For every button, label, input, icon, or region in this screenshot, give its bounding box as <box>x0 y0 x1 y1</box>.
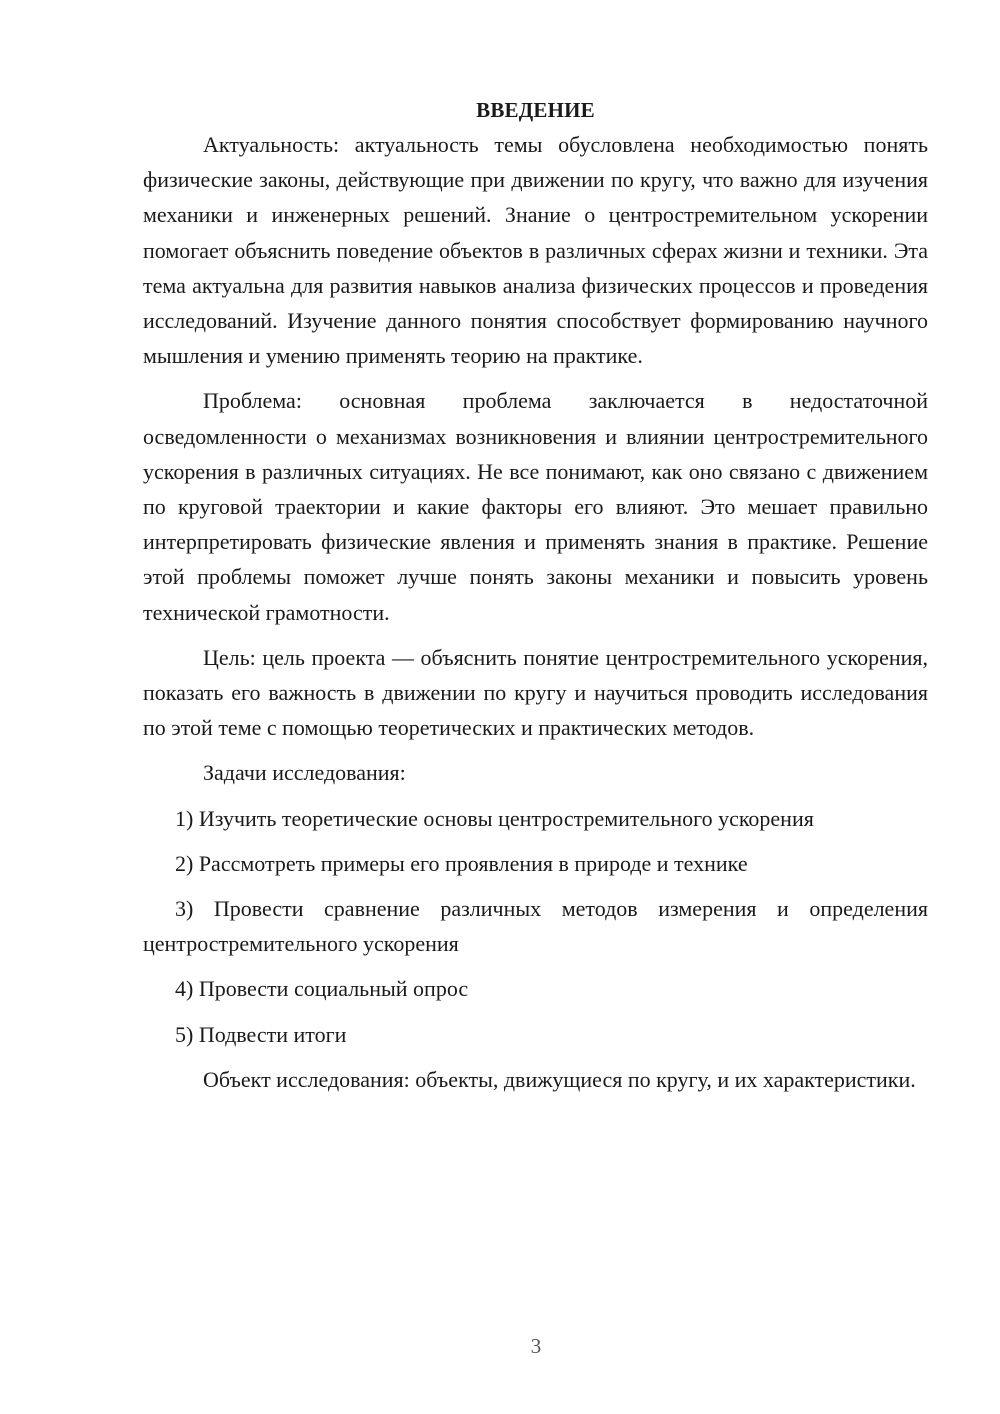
task-item: 4) Провести социальный опрос <box>175 976 469 1002</box>
task-item: 3) Провести сравнение различных методов измерения и определения центростремительного ускорения <box>143 896 928 957</box>
tasks-heading: Задачи исследования: <box>203 760 406 786</box>
section-title: ВВЕДЕНИЕ <box>476 98 595 122</box>
relevance-paragraph: Актуальность: актуальность темы обусловлена необходимостью понять физические законы, действующие при движении по кругу, что важно для изучения механики и инженерных решений. Знание о центростремительном ускорении помогает объяснить поведение объектов в различных сферах жизни и техники. Эта тема актуальна для развития навыков анализа физических процессов и проведения исследований. Изучение данного понятия способствует формированию научного мышления и умению применять теорию на практике. <box>143 132 928 369</box>
task-item: 5) Подвести итоги <box>175 1021 347 1047</box>
task-item: 2) Рассмотреть примеры его проявления в природе и технике <box>175 850 748 876</box>
object-paragraph: Объект исследования: объекты, движущиеся по кругу, и их характеристики. <box>203 1066 916 1092</box>
page-content <box>143 94 928 1107</box>
task-item: 1) Изучить теоретические основы центростремительного ускорения <box>175 805 814 831</box>
problem-paragraph: Проблема: основная проблема заключается в недостаточной осведомленности о механизмах возникновения и влиянии центростремительного ускорения в различных ситуациях. Не все понимают, как оно связано с движением по круговой траектории и какие факторы его влияют. Это мешает правильно интерпретировать физические явления и применять знания в практике. Решение этой проблемы поможет лучше понять законы механики и повысить уровень технической грамотности. <box>143 388 928 625</box>
page-number: 3 <box>530 1334 542 1358</box>
goal-paragraph: Цель: цель проекта — объяснить понятие центростремительного ускорения, показать его важность в движении по кругу и научиться проводить исследования по этой теме с помощью теоретических и практических методов. <box>143 644 928 741</box>
